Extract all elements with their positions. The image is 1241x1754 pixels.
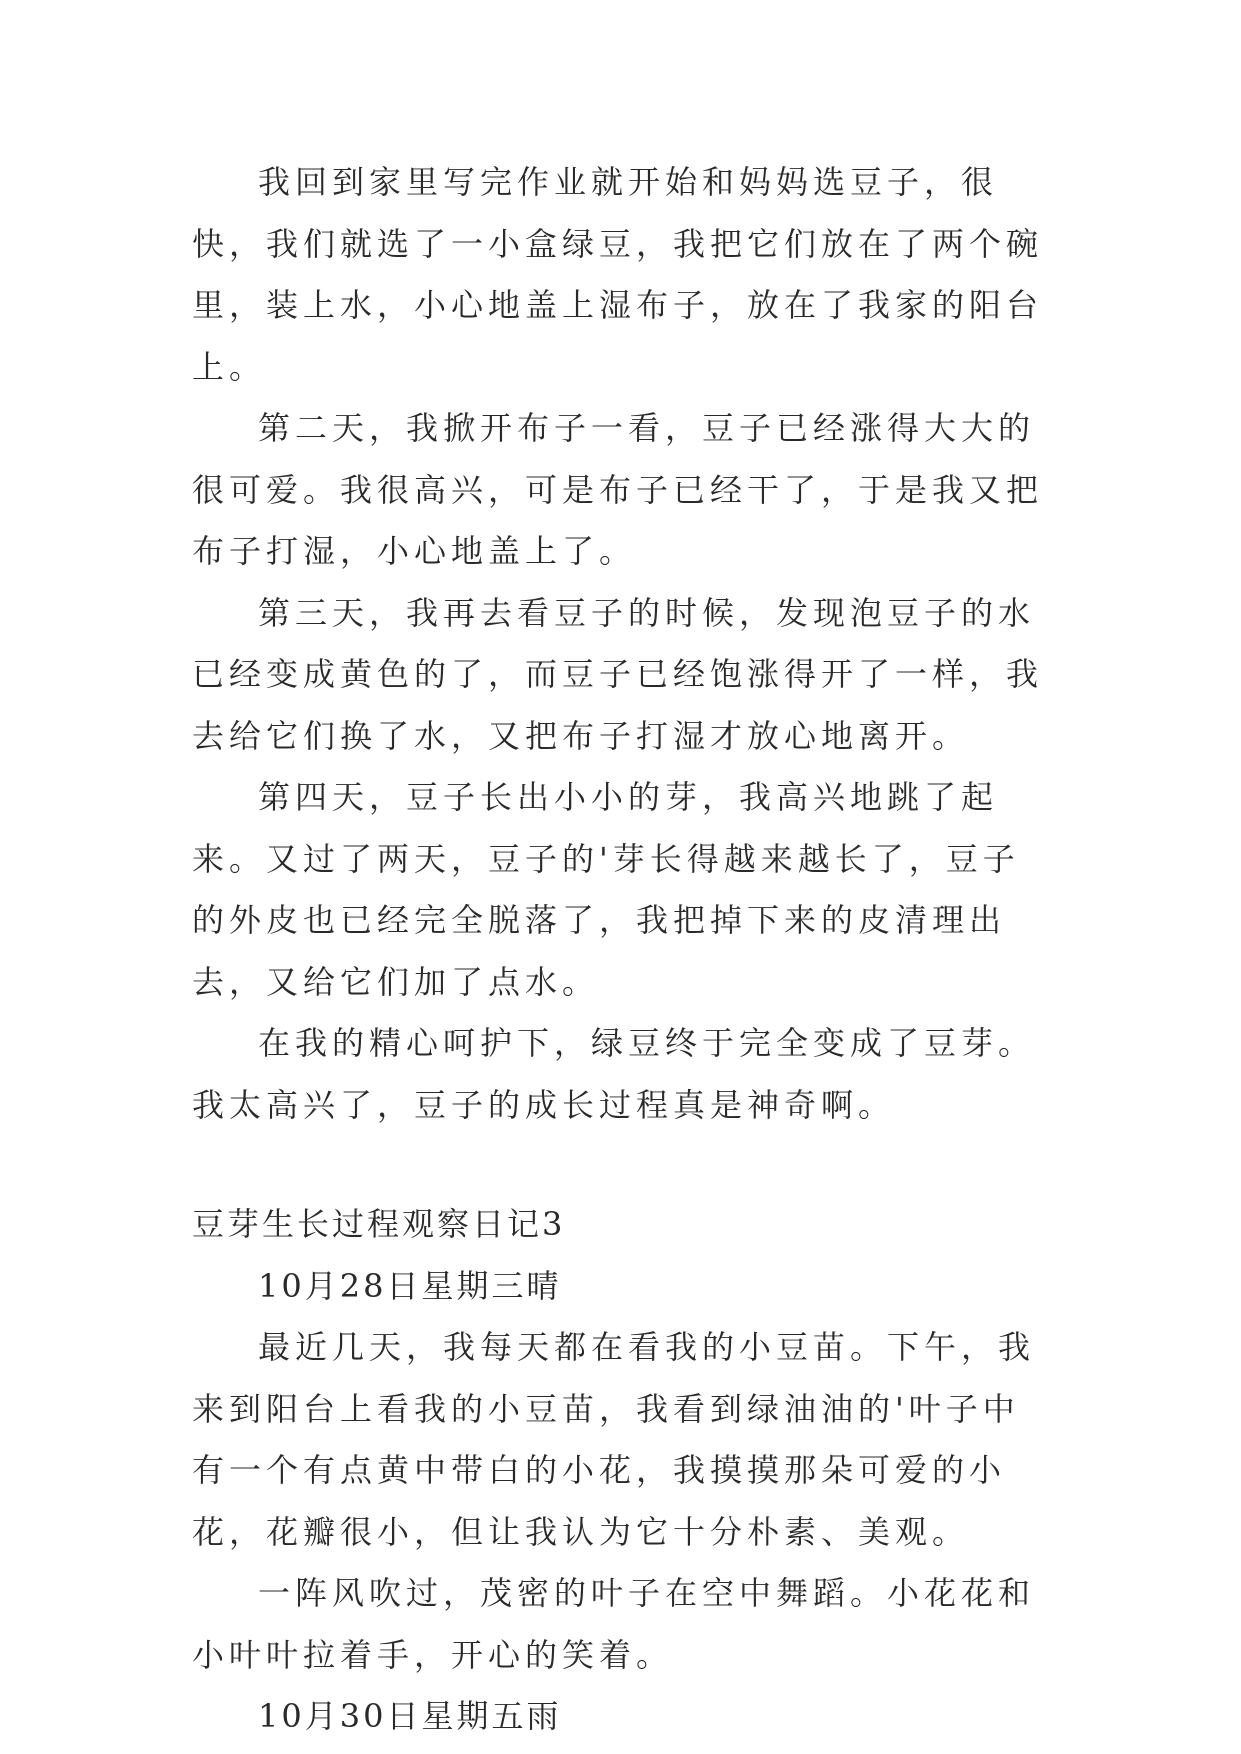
paragraph-sorting-beans: 我回到家里写完作业就开始和妈妈选豆子，很快，我们就选了一小盒绿豆，我把它们放在了两个碗里，装上水，小心地盖上湿布子，放在了我家的阳台上。 xyxy=(192,163,1044,386)
paragraph-little-flower: 最近几天，我每天都在看我的小豆苗。下午，我来到阳台上看我的小豆苗，我看到绿油油的'叶子中有一个有点黄中带白的小花，我摸摸那朵可爱的小花，花瓣很小，但让我认为它十分朴素、美观。 xyxy=(192,1328,1036,1551)
paragraph-conclusion: 在我的精心呵护下，绿豆终于完全变成了豆芽。我太高兴了，豆子的成长过程真是神奇啊。 xyxy=(192,1024,1036,1124)
paragraph-day-two: 第二天，我掀开布子一看，豆子已经涨得大大的很可爱。我很高兴，可是布子已经干了，于是我又把布子打湿，小心地盖上了。 xyxy=(192,409,1044,570)
section-gap xyxy=(192,1136,1052,1194)
document-body xyxy=(192,152,1052,1748)
section-title: 豆芽生长过程观察日记3 xyxy=(192,1205,566,1243)
entry-date-oct-30: 10月30日星期五雨 xyxy=(258,1697,562,1735)
paragraph-day-four: 第四天，豆子长出小小的芽，我高兴地跳了起来。又过了两天，豆子的'芽长得越来越长了，豆子的外皮也已经完全脱落了，我把掉下来的皮清理出去，又给它们加了点水。 xyxy=(192,778,1020,1001)
entry-date-oct-28: 10月28日星期三晴 xyxy=(258,1266,562,1305)
paragraph-wind-dance: 一阵风吹过，茂密的叶子在空中舞蹈。小花花和小叶叶拉着手，开心的笑着。 xyxy=(192,1574,1036,1674)
paragraph-day-three: 第三天，我再去看豆子的时候，发现泡豆子的水已经变成黄色的了，而豆子已经饱涨得开了一样，我去给它们换了水，又把布子打湿才放心地离开。 xyxy=(192,593,1044,755)
